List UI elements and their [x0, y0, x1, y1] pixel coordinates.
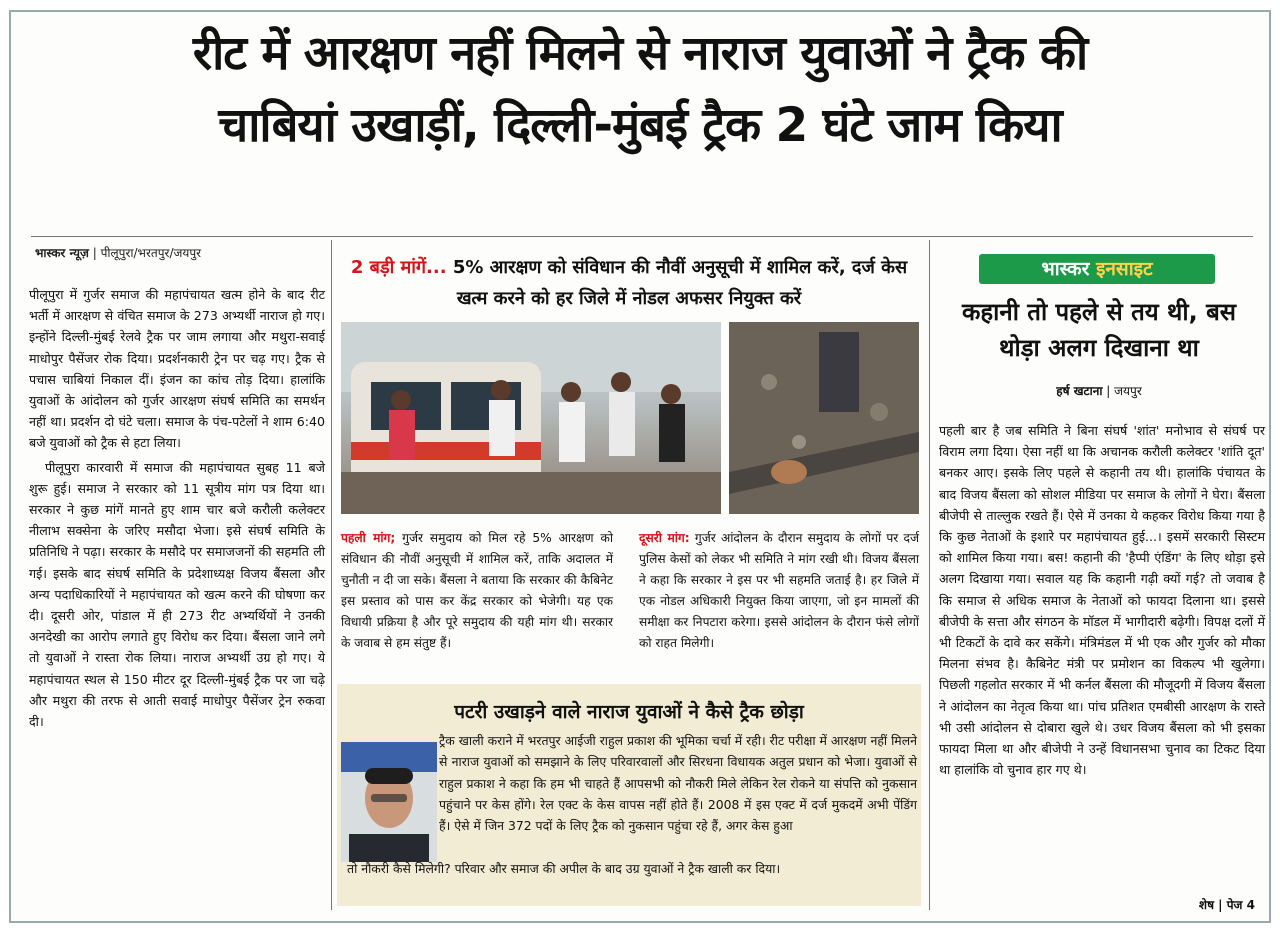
second-demand-caption	[639, 528, 919, 654]
portrait-illustration	[341, 742, 437, 862]
column-divider-right	[929, 240, 930, 910]
insight-column	[939, 420, 1265, 780]
second-demand-label: दूसरी मांग:	[639, 531, 690, 545]
track-photo-illustration	[729, 322, 919, 514]
box-title: पटरी उखाड़ने वाले नाराज युवाओं ने कैसे ट्रैक छोड़ा	[454, 701, 804, 723]
ig-portrait-photo	[341, 742, 437, 862]
byline	[35, 244, 201, 261]
newspaper-page	[9, 10, 1271, 923]
second-demand-text: गुर्जर आंदोलन के दौरान समुदाय के लोगों पर दर्ज पुलिस केसों को लेकर भी समिति ने मांग रखी थी। विजय बैंसला ने कहा कि सरकार ने इस पर भी सहमति जताई है। हर जिले में एक नोडल अधिकारी नियुक्त किया जाएगा, जो इन मामलों की समीक्षा कर निपटारा करेगा। इससे आंदोलन के दौरान फंसे लोगों को राहत मिलेगी।	[639, 531, 919, 650]
insight-badge-label: इनसाइट	[1096, 258, 1153, 280]
insight-byline	[939, 382, 1259, 399]
box-text-top: ट्रैक खाली कराने में भरतपुर आईजी राहुल प्रकाश की भूमिका चर्चा में रही। रीट परीक्षा में आरक्षण नहीं मिलने से नाराज युवाओं को समझाने के लिए परिवारवालों और सिरधना विधायक अतुल प्रधान को भेजा। युवाओं से राहुल प्रकाश ने कहा कि हम भी चाहते हैं आपसभी को नौकरी मिले लेकिन रेल रोकने या संपत्ति को नुकसान पहुंचाने पर केस होंगे। रेल एक्ट के केस वापस नहीं होते हैं। 2008 में इस एक्ट में दर्ज मुकदमें अभी पेंडिंग हैं। ऐसे में जिन 372 पदों के लिए ट्रैक को नुकसान पहुंचा रहे हैं, अगर केस हुआ	[439, 733, 917, 834]
insight-badge	[979, 254, 1215, 284]
continued-reference: शेष | पेज 4	[1198, 898, 1255, 912]
track-key-photo	[729, 322, 919, 514]
demands-label: 2 बड़ी मांगें...	[350, 257, 447, 278]
demands-text: 5% आरक्षण को संविधान की नौवीं अनुसूची में शामिल करें, दर्ज केस खत्म करने को हर जिले में नोडल अफसर नियुक्त करें	[452, 257, 908, 309]
insight-text: पहली बार है जब समिति ने बिना संघर्ष 'शांत' मनोभाव से संघर्ष पर विराम लगा दिया। ऐसा नहीं था कि अचानक करौली कलेक्टर 'शांति दूत' बनकर आए। इसके लिए पहले से कहानी तय थी। हालांकि पंचायत के बाद विजय बैंसला को सोशल मीडिया पर समाज के लोगों ने घेरा। बैंसला बीजेपी से ताल्लुक रखते हैं। ऐसे में उनका ये कहकर विरोध किया गया है कि कुछ नेताओं के इशारे पर महापंचायत हुई...। इसमें सरकारी सिस्टम को शामिल किया गया। बस! कहानी की 'हैप्पी एंडिंग' के लिए थोड़ा इसे अलग दिखाया गया। सवाल यह कि कहानी गढ़ी क्यों गई? तो जवाब है कि समाज से अधिक समाज के नेताओं को फायदा दिलाना था। इससे बीजेपी के सत्ता और संगठन के मॉडल में भागीदारी बढ़ेगी। विपक्ष दलों में भी टिकटों के दावे कर सकेंगे। मंत्रिमंडल में भी एक और गुर्जर को मौका मिलना संभव है। कैबिनेट मंत्री पर प्रमोशन का विकल्प भी खुलेगा। पिछली गहलोत सरकार में भी कर्नल बैंसला की मौजूदगी में विजय बैंसला ने आंदोलन का नेतृत्व किया था। पांच प्रतिशत एमबीसी आरक्षण के रास्ते भी उसी आंदोलन से दोबारा खुले थे। उधर विजय बैंसला को भी इसका फायदा मिला था और बीजेपी ने उन्हें विधानसभा चुनाव का टिकट दिया था हालांकि वो चुनाव हार गए थे।	[939, 423, 1265, 778]
first-demand-text: गुर्जर समुदाय को मिल रहे 5% आरक्षण को संविधान की नौवीं अनुसूची में शामिल करें, ताकि अदालत में चुनौती न दी जा सके। बैंसला ने बताया कि सरकार की कैबिनेट इस प्रस्ताव को पास कर केंद्र सरकार को भेजेगी। यह एक विधायी प्रक्रिया है और पूरे समुदाय की यही मांग थी। सरकार के जवाब से हम संतुष्ट हैं।	[341, 531, 613, 650]
headline-line-2: चाबियां उखाड़ीं, दिल्ली-मुंबई ट्रैक 2 घंटे जाम किया	[218, 98, 1062, 153]
first-demand-caption	[341, 528, 613, 654]
headline	[21, 18, 1259, 162]
protest-photo-illustration	[341, 322, 721, 514]
main-story-paragraph-2: पीलूपुरा कारवारी में समाज की महापंचायत सुबह 11 बजे शुरू हुई। समाज ने सरकार को 11 सूत्रीय मांग पत्र दिया था। सरकार ने कुछ मांगें मानते हुए शाम चार बजे करौली कलेक्टर नीलाभ सक्सेना के जरिए मसौदा भेजा। इसे संघर्ष समिति के प्रतिनिधि ने पढ़ा। सरकार के मसौदे पर समाजजनों की सहमति ली गई। इसके बाद संघर्ष समिति के प्रदेशाध्यक्ष विजय बैंसला और अन्य पदाधिकारियों ने महापंचायत को खत्म करने की घोषणा कर दी। दूसरी ओर, पांडाल में ही 273 रीट अभ्यर्थियों ने उनकी अनदेखी का आरोप लगाते हुए विरोध कर दिया। बैंसला जाने लगे तो युवाओं ने रास्ता रोक लिया। नाराज अभ्यर्थी उग्र हो गए। ये महापंचायत स्थल से 150 मीटर दूर दिल्ली-मुंबई ट्रैक पर जा चढ़े और मथुरा की तरफ से आती सवाई माधोपुर पैसेंजर ट्रेन रुकवा दी।	[29, 459, 325, 730]
headline-line-1: रीट में आरक्षण नहीं मिलने से नाराज युवाओं ने ट्रैक की	[192, 26, 1088, 81]
demands-heading	[337, 252, 921, 314]
main-story-column	[29, 284, 325, 735]
insight-place: जयपुर	[1114, 384, 1142, 398]
insight-byline-separator: |	[1106, 384, 1115, 398]
main-story-paragraph-1: पीलूपुरा में गुर्जर समाज की महापंचायत खत्म होने के बाद रीट भर्ती में आरक्षण से वंचित समाज के 273 अभ्यर्थी नाराज हो गए। इन्होंने दिल्ली-मुंबई रेलवे ट्रैक पर जाम लगाया और मथुरा-सवाई माधोपुर पैसेंजर रोक दिया। प्रदर्शनकारी ट्रेन पर चढ़ गए। ट्रैक से पचास चाबियां निकाल दीं। इंजन का कांच तोड़ दिया। हालांकि युवाओं के आंदोलन को गुर्जर आरक्षण संघर्ष समिति का समर्थन नहीं था। प्रदर्शन दो घंटे चला। समाज के पंच-पटेलों ने शाम 6:40 बजे युवाओं को ट्रैक से हटा लिया।	[29, 287, 325, 451]
insight-author: हर्ष खटाना	[1056, 384, 1103, 398]
insight-title: कहानी तो पहले से तय थी, बस थोड़ा अलग दिखाना था	[961, 298, 1237, 362]
headline-divider	[31, 236, 1253, 237]
track-clearance-box	[337, 684, 921, 906]
insight-badge-brand: भास्कर	[1041, 258, 1090, 280]
byline-places: पीलूपुरा/भरतपुर/जयपुर	[100, 246, 202, 260]
byline-source: भास्कर न्यूज़	[35, 246, 89, 260]
byline-separator: |	[92, 246, 101, 260]
column-divider-left	[331, 240, 332, 910]
first-demand-label: पहली मांग;	[341, 531, 396, 545]
protest-on-train-photo	[341, 322, 721, 514]
box-text-bottom: तो नौकरी कैसे मिलेगी? परिवार और समाज की अपील के बाद उग्र युवाओं ने ट्रैक खाली कर दिया।	[347, 861, 781, 876]
